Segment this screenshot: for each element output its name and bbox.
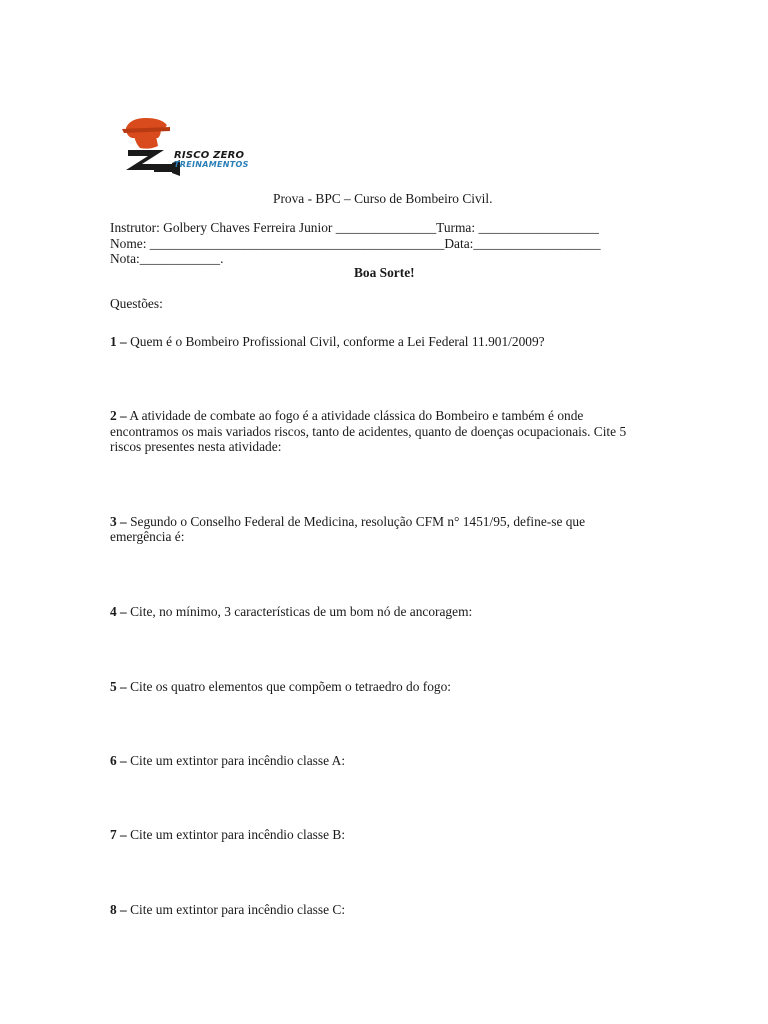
risco-zero-logo [120, 114, 260, 178]
question-4 [110, 604, 472, 620]
question-number: 8 – [110, 902, 127, 917]
question-number: 5 – [110, 679, 127, 694]
question-7 [110, 827, 345, 843]
question-3-line-2: emergência é: [110, 529, 185, 544]
question-number: 6 – [110, 753, 127, 768]
question-number: 2 – [110, 408, 127, 423]
question-number: 3 – [110, 514, 127, 529]
question-text: Cite, no mínimo, 3 características de um bom nó de ancoragem: [126, 604, 473, 619]
nota-line: Nota:____________. [110, 251, 224, 266]
logo-text-risco-zero: RISCO ZERO [174, 150, 245, 161]
question-text: Cite um extintor para incêndio classe B: [126, 827, 346, 842]
question-2-line-2: encontramos os mais variados riscos, tanto de acidentes, quanto de doenças ocupacionais. Cite 5 [110, 424, 627, 439]
question-3 [110, 514, 585, 530]
question-text: Cite um extintor para incêndio classe C: [126, 902, 346, 917]
question-number: 1 – [110, 334, 127, 349]
question-8 [110, 902, 345, 918]
exam-title: Prova - BPC – Curso de Bombeiro Civil. [273, 191, 493, 206]
nome-line: Nome: ____________________________________________Data:___________________ [110, 236, 601, 251]
question-6 [110, 753, 345, 769]
boa-sorte: Boa Sorte! [354, 265, 415, 280]
instrutor-line: Instrutor: Golbery Chaves Ferreira Junior _______________Turma: __________________ [110, 220, 599, 235]
question-number: 4 – [110, 604, 127, 619]
question-2-line-3: riscos presentes nesta atividade: [110, 439, 282, 454]
question-text: Cite os quatro elementos que compõem o tetraedro do fogo: [126, 679, 452, 694]
question-text: Segundo o Conselho Federal de Medicina, resolução CFM n° 1451/95, define-se que [126, 514, 586, 529]
question-text: Quem é o Bombeiro Profissional Civil, conforme a Lei Federal 11.901/2009? [126, 334, 545, 349]
question-text: Cite um extintor para incêndio classe A: [126, 753, 346, 768]
question-2 [110, 408, 583, 424]
question-text: A atividade de combate ao fogo é a atividade clássica do Bombeiro e também é onde [126, 408, 584, 423]
questoes-label: Questões: [110, 296, 163, 311]
logo-text-treinamentos: TREINAMENTOS [174, 160, 249, 169]
question-5 [110, 679, 451, 695]
question-1 [110, 334, 545, 350]
question-number: 7 – [110, 827, 127, 842]
